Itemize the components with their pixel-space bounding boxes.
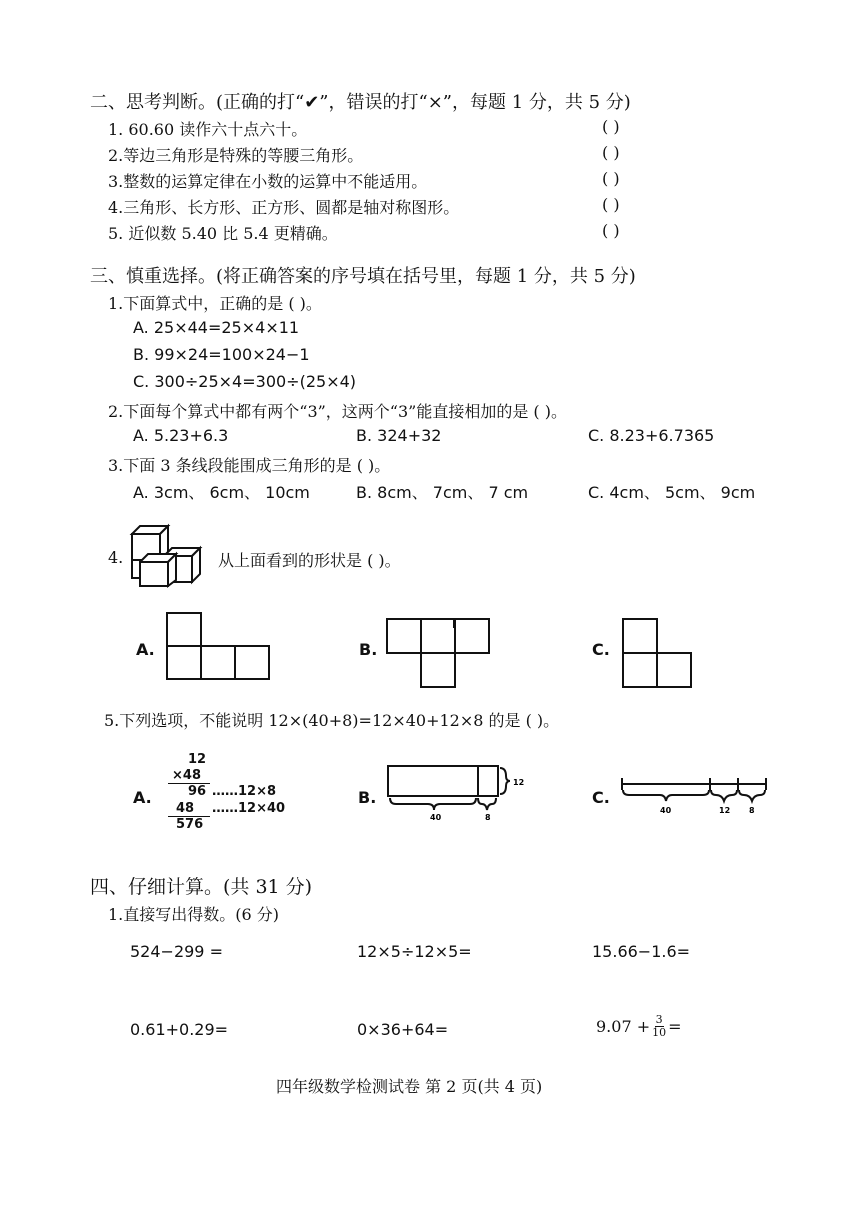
calc-item-1: 524−299 = — [130, 942, 223, 961]
judge-answer-2[interactable]: ( ) — [602, 143, 620, 162]
rect-label-40: 40 — [430, 813, 442, 822]
mult-note-1: ……12×8 — [212, 784, 277, 799]
mult-line-4: 48 — [176, 801, 195, 816]
fraction-denominator: 10 — [652, 1026, 667, 1039]
judge-item-1: 1. 60.60 读作六十点六十。 — [108, 120, 308, 139]
calc-item-4: 0.61+0.29= — [130, 1020, 229, 1039]
fraction — [652, 1014, 666, 1039]
choice-q2-option-c[interactable]: C. 8.23+6.7365 — [588, 426, 715, 445]
choice-q2-option-b[interactable]: B. 324+32 — [356, 426, 442, 445]
segment-label-40: 40 — [660, 806, 672, 815]
calc-item-6 — [596, 1014, 682, 1039]
judge-item-5: 5. 近似数 5.40 比 5.4 更精确。 — [108, 224, 338, 243]
mult-line-5: 576 — [176, 817, 204, 832]
judge-answer-3[interactable]: ( ) — [602, 169, 620, 188]
segment-label-8: 8 — [749, 806, 755, 815]
segment-label-12: 12 — [719, 806, 731, 815]
segment-diagram — [620, 776, 770, 820]
rect-label-12: 12 — [513, 778, 525, 787]
choice-q1-option-a[interactable]: A. 25×44=25×4×11 — [133, 318, 300, 337]
judge-item-2: 2.等边三角形是特殊的等腰三角形。 — [108, 146, 364, 165]
choice-q4-option-c[interactable]: C. — [592, 640, 610, 659]
choice-q3-option-b[interactable]: B. 8cm、 7cm、 7 cm — [356, 483, 529, 502]
rect-label-8: 8 — [485, 813, 491, 822]
section4-heading: 四、仔细计算。(共 31 分) — [90, 876, 313, 898]
choice-q1-option-c[interactable]: C. 300÷25×4=300÷(25×4) — [133, 372, 357, 391]
judge-answer-4[interactable]: ( ) — [602, 195, 620, 214]
calc-item-6-whole: 9.07 + — [596, 1017, 651, 1036]
choice-q1-option-b[interactable]: B. 99×24=100×24−1 — [133, 345, 310, 364]
top-view-shape-b — [386, 618, 490, 688]
choice-q3-option-c[interactable]: C. 4cm、 5cm、 9cm — [588, 483, 756, 502]
choice-q5-option-b[interactable]: B. — [358, 788, 377, 807]
judge-item-3: 3.整数的运算定律在小数的运算中不能适用。 — [108, 172, 428, 191]
choice-q1-stem: 1.下面算式中，正确的是 ( )。 — [108, 294, 322, 313]
calc-item-6-equals: = — [668, 1017, 682, 1036]
section3-heading: 三、慎重选择。(将正确答案的序号填在括号里，每题 1 分，共 5 分) — [90, 266, 636, 287]
choice-q4-stem: 从上面看到的形状是 ( )。 — [218, 551, 401, 570]
choice-q4-option-b[interactable]: B. — [359, 640, 378, 659]
choice-q3-stem: 3.下面 3 条线段能围成三角形的是 ( )。 — [108, 456, 391, 475]
mult-line-3: 96 — [188, 784, 207, 799]
calc-item-3: 15.66−1.6= — [592, 942, 691, 961]
choice-q5-stem: 5.下列选项，不能说明 12×(40+8)=12×40+12×8 的是 ( )。 — [104, 711, 560, 730]
calc-item-2: 12×5÷12×5= — [357, 942, 472, 961]
top-view-shape-a — [166, 612, 270, 680]
page-footer: 四年级数学检测试卷 第 2 页(共 4 页) — [276, 1077, 543, 1096]
mult-line-2: ×48 — [172, 768, 201, 783]
judge-answer-1[interactable]: ( ) — [602, 117, 620, 136]
judge-item-4: 4.三角形、长方形、正方形、圆都是轴对称图形。 — [108, 198, 460, 217]
calc-q1-stem: 1.直接写出得数。(6 分) — [108, 905, 280, 924]
fraction-numerator: 3 — [655, 1013, 663, 1026]
choice-q2-option-a[interactable]: A. 5.23+6.3 — [133, 426, 229, 445]
choice-q3-option-a[interactable]: A. 3cm、 6cm、 10cm — [133, 483, 310, 502]
choice-q4-option-a[interactable]: A. — [136, 640, 155, 659]
judge-answer-5[interactable]: ( ) — [602, 221, 620, 240]
vertical-multiplication — [164, 752, 304, 832]
choice-q4-number: 4. — [108, 548, 124, 567]
mult-line-1: 12 — [188, 752, 207, 767]
mult-note-2: ……12×40 — [212, 801, 286, 816]
rectangle-diagram — [386, 764, 526, 824]
choice-q5-option-c[interactable]: C. — [592, 788, 610, 807]
top-view-shape-c — [622, 618, 692, 688]
choice-q5-option-a[interactable]: A. — [133, 788, 152, 807]
section2-heading: 二、思考判断。(正确的打“✔”，错误的打“×”，每题 1 分，共 5 分) — [90, 92, 631, 113]
choice-q2-stem: 2.下面每个算式中都有两个“3”，这两个“3”能直接相加的是 ( )。 — [108, 402, 568, 421]
cubes-figure — [124, 520, 216, 586]
calc-item-5: 0×36+64= — [357, 1020, 449, 1039]
